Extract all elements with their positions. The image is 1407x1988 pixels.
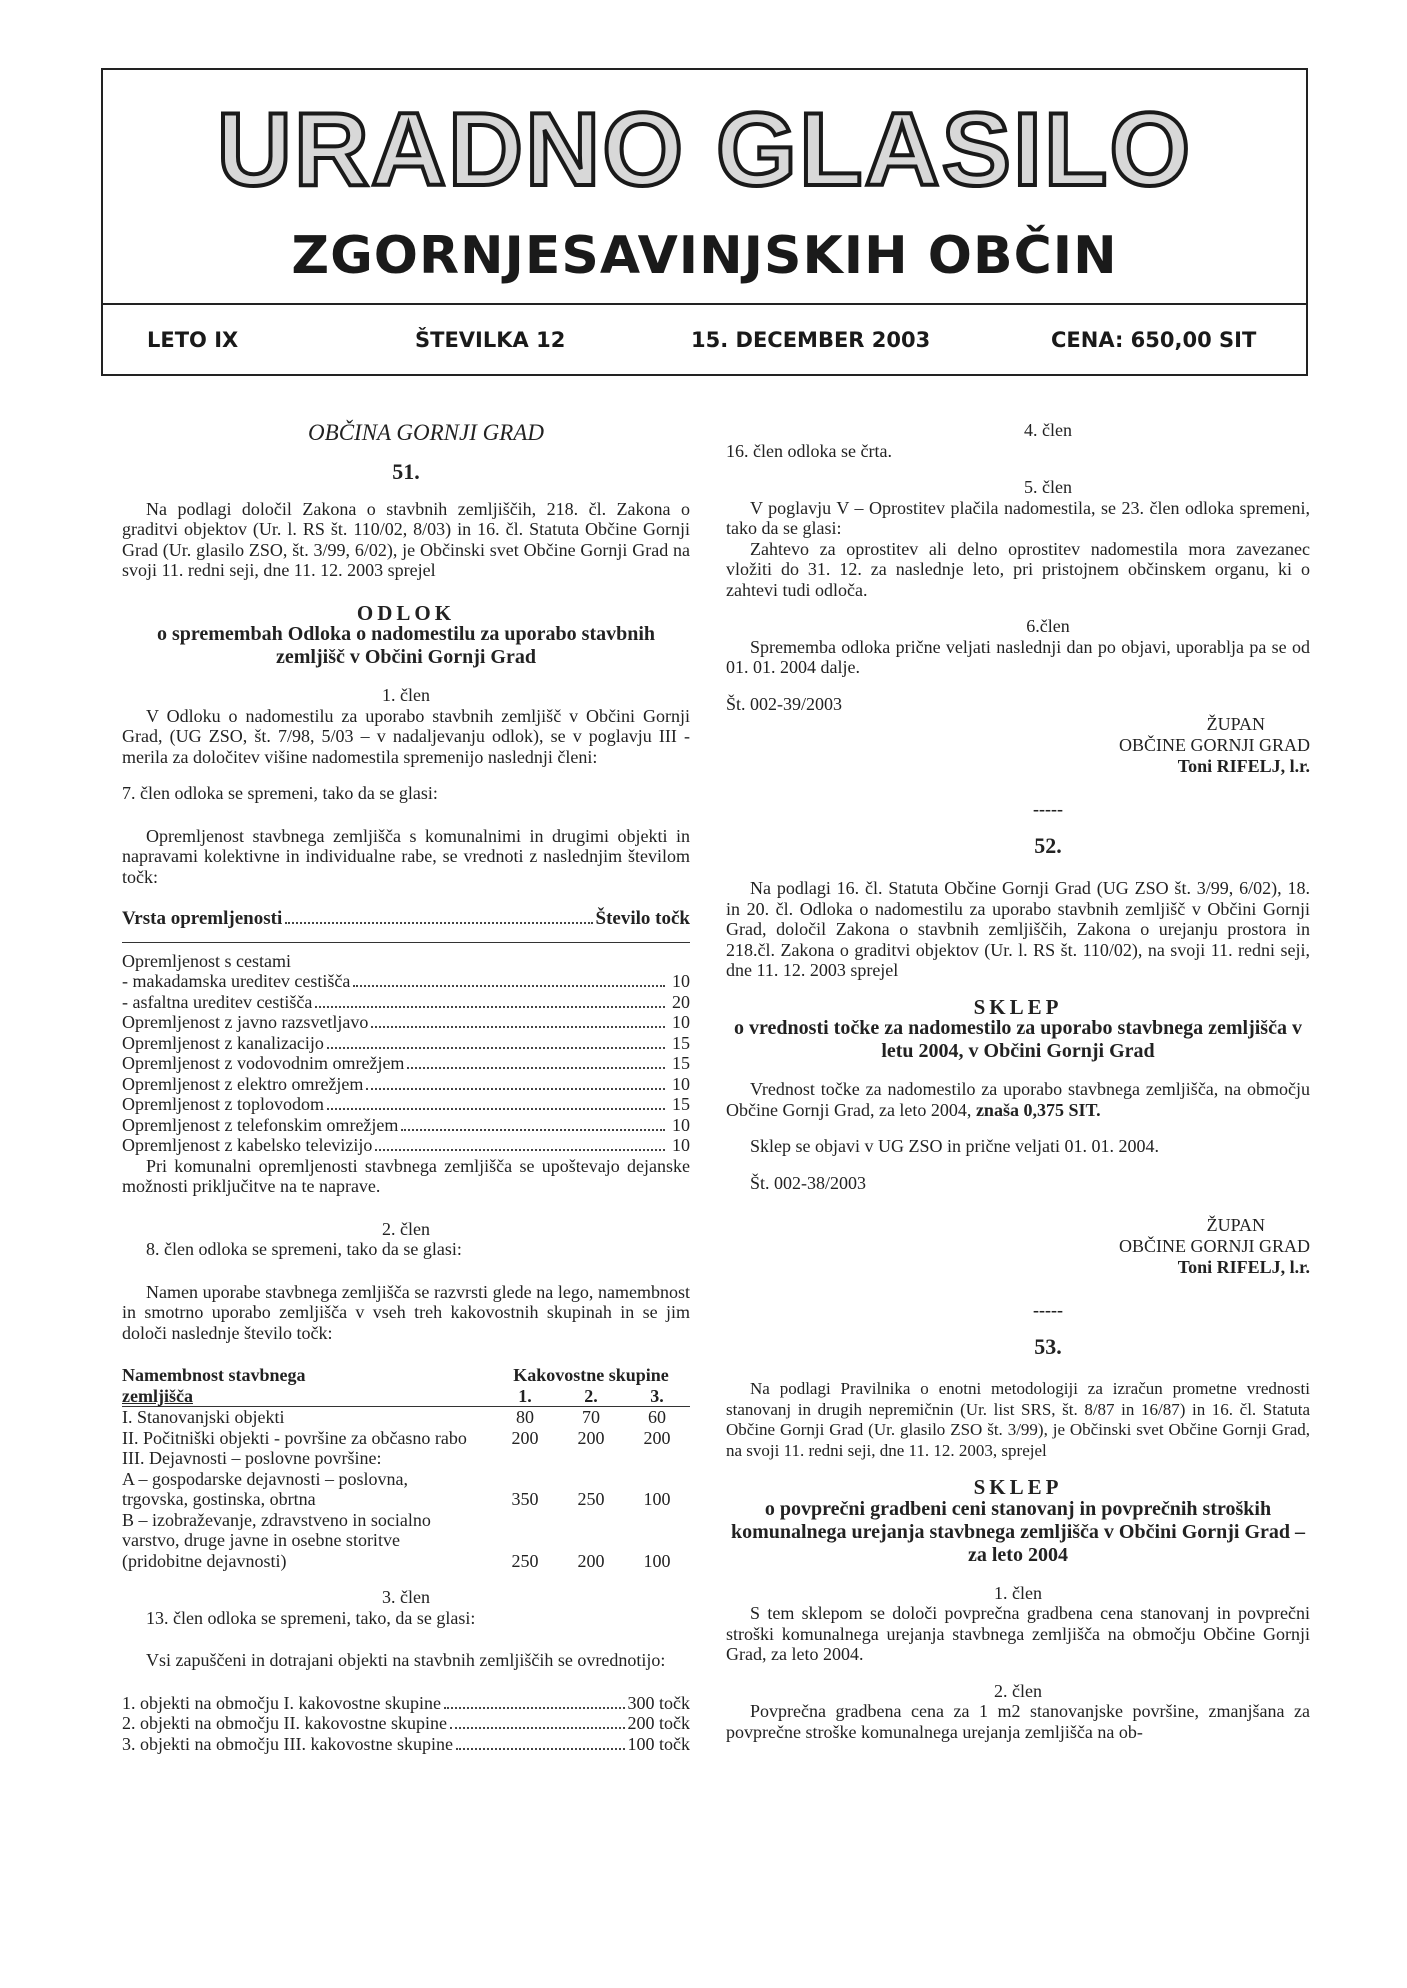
issue-number: ŠTEVILKA 12 — [415, 328, 566, 352]
right-column — [726, 420, 1310, 1742]
equipment-table-header — [122, 909, 690, 930]
sklep-53-article-1-heading: 1. člen — [994, 1582, 1042, 1603]
item-number-53: 53. — [1034, 1333, 1062, 1359]
article-2-heading: 2. člen — [382, 1218, 430, 1239]
purpose-intro: Namen uporabe stavbnega zemljišča se razvrsti glede na lego, namembnost in smotrno uporabo zemljišča v vseh treh kakovostnih skupinah in se jim določi naslednje število točk: — [122, 1281, 690, 1343]
equipment-row — [122, 1094, 690, 1115]
mayor-name: Toni RIFELJ, l.r. — [1177, 756, 1310, 776]
equipment-row — [122, 1115, 690, 1136]
quality-row-value: 200 — [643, 1427, 671, 1448]
equipment-points: 10 — [672, 1135, 690, 1155]
quality-row-label: III. Dejavnosti – poslovne površine: — [122, 1448, 382, 1468]
quality-table-row — [122, 1428, 690, 1449]
equipment-row — [122, 992, 690, 1013]
abandoned-object-points: 200 točk — [627, 1713, 690, 1733]
equipment-points: 10 — [672, 1012, 690, 1032]
equipment-header-points: Število točk — [595, 908, 690, 929]
abandoned-object-row — [122, 1693, 690, 1714]
quality-row-label: II. Počitniški objekti - površine za občasno rabo — [122, 1427, 467, 1448]
equipment-points: 20 — [672, 991, 690, 1012]
article-6-heading: 6.člen — [1026, 616, 1070, 636]
sklep-53-article-2-text: Povprečna gradbena cena za 1 m2 stanovanjske površine, zmanjšana za povprečne stroške komunalnega urejanja zemljišča na ob- — [726, 1701, 1310, 1742]
article-6-text: Sprememba odloka prične veljati naslednji dan po objavi, uporablja pa se od 01. 01. 2004 dalje. — [726, 636, 1310, 677]
municipality-heading: OBČINA GORNJI GRAD — [308, 420, 544, 445]
equipment-points: 10 — [672, 1114, 690, 1135]
abandoned-object-row — [122, 1734, 690, 1755]
quality-groups-table — [122, 1365, 690, 1571]
equipment-points: 10 — [672, 971, 690, 991]
equipment-points: 15 — [672, 1053, 690, 1073]
quality-row-value: 200 — [511, 1427, 539, 1448]
signature-block-1 — [726, 714, 1310, 777]
quality-row-value: 60 — [648, 1407, 666, 1427]
equipment-row — [122, 1053, 690, 1074]
sklep-52-heading: SKLEP — [973, 994, 1063, 1019]
equipment-intro: Opremljenost stavbnega zemljišča s komunalnimi in drugimi objekti in napravami kolektivne in individualne rabe, se vrednoti z naslednjim številom točk: — [122, 825, 690, 887]
item-number-52: 52. — [1034, 832, 1062, 858]
quality-row-label: A – gospodarske dejavnosti – poslovna, trgovska, gostinska, obrtna — [122, 1468, 408, 1509]
abandoned-objects-text: Vsi zapuščeni in dotrajani objekti na stavbnih zemljiščih se ovrednotijo: — [146, 1650, 666, 1670]
municipality-name: OBČINE GORNJI GRAD — [1118, 735, 1310, 755]
abandoned-object-label: 3. objekti na območju III. kakovostne skupine — [122, 1733, 453, 1754]
equipment-label: Opremljenost z elektro omrežjem — [122, 1073, 364, 1094]
odlok-title: o spremembah Odloka o nadomestilu za uporabo stavbnih zemljišč v Občini Gornji Grad — [156, 623, 656, 668]
quality-row-label: I. Stanovanjski objekti — [122, 1407, 285, 1427]
article-1-text: V Odloku o nadomestilu za uporabo stavbnih zemljišč v Občini Gornji Grad, (UG ZSO, št. 7/98, 5/03 – v nadaljevanju odlok), se v poglavju III - merila za določitev višine nadomestila spremenijo naslednji členi: — [122, 705, 690, 767]
sklep-53-article-2-heading: 2. člen — [994, 1680, 1042, 1701]
equipment-row — [122, 1135, 690, 1156]
quality-table-header-1: Namembnost stavbnega — [122, 1365, 306, 1385]
article-7-intro: 7. člen odloka se spremeni, tako da se glasi: — [122, 783, 438, 803]
reference-number-2: Št. 002-38/2003 — [750, 1172, 867, 1193]
quality-row-value: 350 — [511, 1489, 539, 1509]
equipment-label: Opremljenost z toplovodom — [122, 1094, 324, 1114]
article-8-intro: 8. člen odloka se spremeni, tako da se glasi: — [146, 1239, 462, 1259]
sklep-52-text-a: Vrednost točke za nadomestilo za uporabo stavbnega zemljišča, na območju Občine Gornji Grad, za leto 2004, — [726, 1079, 1310, 1120]
article-5-text: V poglavju V – Oprostitev plačila nadomestila, se 23. člen odloka spremeni, tako da se glasi: — [726, 497, 1310, 538]
quality-col-3: 3. — [650, 1385, 664, 1406]
equipment-label: Opremljenost z javno razsvetljavo — [122, 1012, 369, 1032]
quality-row-value — [558, 1448, 624, 1469]
left-column — [122, 420, 690, 1754]
quality-row-value: 70 — [582, 1407, 600, 1427]
quality-col-2: 2. — [584, 1385, 598, 1406]
sklep-52-publication: Sklep se objavi v UG ZSO in prične veljati 01. 01. 2004. — [750, 1136, 1159, 1156]
abandoned-object-row — [122, 1713, 690, 1734]
mayor-name-2: Toni RIFELJ, l.r. — [1177, 1257, 1310, 1277]
abandoned-object-label: 1. objekti na območju I. kakovostne skupine — [122, 1692, 441, 1713]
article-4-heading: 4. člen — [1024, 420, 1072, 440]
quality-table-header-groups: Kakovostne skupine — [513, 1365, 669, 1385]
quality-row-value: 200 — [577, 1427, 605, 1448]
separator-1: ----- — [1033, 799, 1063, 819]
abandoned-objects-list — [122, 1693, 690, 1755]
publication-subtitle: ZGORNJESAVINJSKIH OBČIN — [291, 226, 1118, 286]
quality-col-1: 1. — [518, 1385, 532, 1406]
equipment-label: - makadamska ureditev cestišča — [122, 971, 351, 991]
equipment-label: - asfaltna ureditev cestišča — [122, 991, 313, 1012]
article-4-text: 16. člen odloka se črta. — [726, 440, 892, 461]
quality-table-row — [122, 1407, 690, 1428]
issue-price: CENA: 650,00 SIT — [1051, 328, 1257, 352]
article-5-quote: Zahtevo za oprostitev ali delno oprostitev nadomestila mora zavezanec vložiti do 31. 12. za naslednje leto, pri pristojnem občinskem organu, ki o zahtevi tudi odloča. — [726, 538, 1310, 600]
equipment-table-rule — [122, 942, 690, 943]
equipment-label: Opremljenost z kabelsko televizijo — [122, 1135, 373, 1155]
sklep-52-title: o vrednosti točke za nadomestilo za uporabo stavbnega zemljišča v letu 2004, v Občini Gornji Grad — [734, 1017, 1302, 1062]
item-number-51: 51. — [392, 459, 420, 484]
publication-title: URADNO GLASILO — [216, 92, 1193, 208]
quality-row-label: B – izobraževanje, zdravstveno in socialno varstvo, druge javne in osebne storitve (pridobitne dejavnosti) — [122, 1509, 431, 1571]
equipment-points: 10 — [672, 1073, 690, 1094]
equipment-label: Opremljenost z telefonskim omrežjem — [122, 1114, 399, 1135]
equipment-group-roads: Opremljenost s cestami — [122, 950, 291, 971]
equipment-list — [122, 971, 690, 1156]
quality-row-value — [492, 1448, 558, 1469]
reference-number-1: Št. 002-39/2003 — [726, 693, 843, 714]
equipment-points: 15 — [672, 1032, 690, 1053]
sklep-53-heading: SKLEP — [973, 1475, 1063, 1499]
equipment-row — [122, 971, 690, 992]
quality-row-value: 250 — [577, 1489, 605, 1509]
masthead — [101, 68, 1308, 376]
quality-row-value: 80 — [516, 1407, 534, 1427]
sklep-52-text — [726, 1079, 1310, 1120]
quality-table-row — [122, 1469, 690, 1510]
preamble-53: Na podlagi Pravilnika o enotni metodologiji za izračun prometne vrednosti stanovanj in drugih nepremičnin (Ur. list SRS, št. 8/87 in 16/87) in 16. čl. Statuta Občine Gornji Grad (Ur. glasilo ZSO št. 3/99), je Občinski svet Občine Gornji Grad, na svoji 11. redni seji, dne 11. 12. 2003, sprejel — [726, 1379, 1310, 1460]
separator-2: ----- — [1033, 1300, 1063, 1320]
abandoned-object-points: 100 točk — [627, 1733, 690, 1754]
quality-row-value — [624, 1448, 690, 1469]
signature-block-2 — [726, 1215, 1310, 1278]
municipality-name-2: OBČINE GORNJI GRAD — [1118, 1236, 1310, 1256]
quality-row-value: 100 — [643, 1489, 671, 1509]
equipment-row — [122, 1012, 690, 1033]
mayor-title: ŽUPAN — [1206, 714, 1265, 734]
equipment-note: Pri komunalni opremljenosti stavbnega zemljišča se upoštevajo dejanske možnosti priključitve na te naprave. — [122, 1155, 690, 1196]
preamble-51: Na podlagi določil Zakona o stavbnih zemljiščih, 218. čl. Zakona o graditvi objektov (Ur. l. RS št. 110/02, 8/03) in 16. čl. Statuta Občine Gornji Grad (Ur. glasilo ZSO, št. 3/99, 6/02), je Občinski svet Občine Gornji Grad na svoji 11. redni seji, dne 11. 12. 2003 sprejel — [122, 498, 690, 580]
quality-table-row — [122, 1448, 690, 1469]
sklep-53-title: o povprečni gradbeni ceni stanovanj in povprečnih stroških komunalnega urejanja stavbnega zemljišča v Občini Gornji Grad – za leto 2004 — [730, 1497, 1306, 1566]
equipment-label: Opremljenost z vodovodnim omrežjem — [122, 1053, 405, 1073]
mayor-title-2: ŽUPAN — [1206, 1215, 1265, 1235]
article-1-heading: 1. člen — [382, 685, 430, 705]
equipment-label: Opremljenost z kanalizacijo — [122, 1032, 324, 1053]
article-3-heading: 3. člen — [382, 1587, 430, 1607]
equipment-row — [122, 1033, 690, 1054]
quality-row-value: 100 — [643, 1550, 671, 1571]
odlok-heading: ODLOK — [356, 600, 456, 625]
quality-row-value: 250 — [511, 1550, 539, 1571]
quality-row-value: 200 — [577, 1550, 605, 1571]
year-label: LETO IX — [147, 328, 239, 352]
sklep-52-value: znaša 0,375 SIT. — [975, 1099, 1101, 1120]
preamble-52: Na podlagi 16. čl. Statuta Občine Gornji Grad (UG ZSO št. 3/99, 6/02), 18. in 20. čl. Odloka o nadomestilu za uporabo stavbnih zemljišč v Občini Gornji Grad, določil Zakona o stavbnih zemljiščih, Zakona o urejanju prostora in 218.čl. Zakona o graditvi objektov (Ur. l. RS št. 110/02), na svoji 11. redni seji, dne 11. 12. 2003 sprejel — [726, 878, 1310, 980]
issue-date: 15. DECEMBER 2003 — [691, 328, 931, 352]
quality-table-row — [122, 1510, 690, 1572]
masthead-divider — [103, 303, 1306, 305]
article-13-intro: 13. člen odloka se spremeni, tako, da se glasi: — [146, 1607, 476, 1628]
sklep-53-article-1-text: S tem sklepom se določi povprečna gradbena cena stanovanj in povprečni stroški komunalnega urejanja stavbnega zemljišča na območju Občine Gornji Grad, za leto 2004. — [726, 1603, 1310, 1664]
abandoned-object-label: 2. objekti na območju II. kakovostne skupine — [122, 1713, 447, 1733]
equipment-row — [122, 1074, 690, 1095]
abandoned-object-points: 300 točk — [627, 1692, 690, 1713]
quality-table-header-2: zemljišča — [122, 1385, 193, 1406]
equipment-header-type: Vrsta opremljenosti — [122, 908, 283, 929]
equipment-points: 15 — [672, 1094, 690, 1114]
article-5-heading: 5. člen — [1024, 477, 1072, 497]
